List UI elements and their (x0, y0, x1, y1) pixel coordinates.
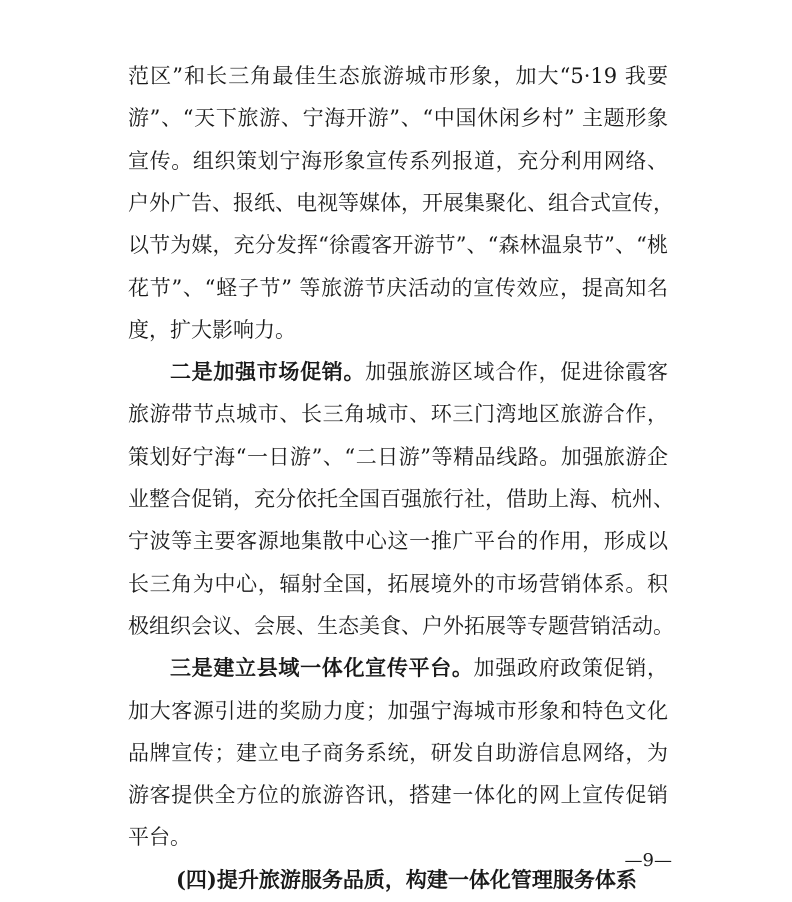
paragraph-line: 加大客源引进的奖励力度；加强宁海城市形象和特色文化 (128, 698, 668, 723)
paragraph-line: 花节”、“蛏子节” 等旅游节庆活动的宣传效应，提高知名 (128, 275, 668, 300)
paragraph-first-line (170, 648, 668, 688)
paragraph-line: 极组织会议、会展、生态美食、户外拓展等专题营销活动。 (128, 613, 674, 638)
paragraph-line: 品牌宣传；建立电子商务系统，研发自助游信息网络，为 (128, 740, 668, 765)
paragraph-line: 长三角为中心，辐射全国，拓展境外的市场营销体系。积 (128, 571, 668, 596)
paragraph-line: 度，扩大影响力。 (128, 317, 296, 342)
paragraph-lead: 二是加强市场促销。 (170, 359, 366, 385)
paragraph-line: 游”、“天下旅游、宁海开游”、“中国休闲乡村” 主题形象 (128, 106, 668, 131)
section-heading: (四)提升旅游服务品质，构建一体化管理服务体系 (176, 866, 637, 892)
paragraph-line: 平台。 (128, 825, 191, 850)
paragraph-line: 旅游带节点城市、长三角城市、环三门湾地区旅游合作， (128, 402, 668, 427)
paragraph-line: 范区”和长三角最佳生态旅游城市形象，加大“5·19 我要 (128, 64, 668, 88)
paragraph-line: 户外广告、报纸、电视等媒体，开展集聚化、组合式宣传， (128, 190, 674, 215)
paragraph-line: 宣传。组织策划宁海形象宣传系列报道，充分利用网络、 (128, 148, 668, 173)
paragraph-line: 策划好宁海“一日游”、“二日游”等精品线路。加强旅游企 (128, 444, 668, 469)
page-number: —9— (624, 850, 672, 871)
paragraph-first-line (170, 352, 668, 392)
paragraph-lead-rest: 加强旅游区域合作，促进徐霞客 (365, 360, 669, 385)
paragraph-line: 以节为媒，充分发挥“徐霞客开游节”、“森林温泉节”、“桃 (128, 233, 668, 258)
paragraph-line: 宁波等主要客源地集散中心这一推广平台的作用，形成以 (128, 529, 668, 554)
paragraph-lead-rest: 加强政府政策促销， (473, 656, 669, 681)
paragraph-lead: 三是建立县域一体化宣传平台。 (170, 655, 474, 681)
paragraph-line: 游客提供全方位的旅游咨讯，搭建一体化的网上宣传促销 (128, 783, 668, 808)
paragraph-line: 业整合促销，充分依托全国百强旅行社，借助上海、杭州、 (128, 487, 674, 511)
